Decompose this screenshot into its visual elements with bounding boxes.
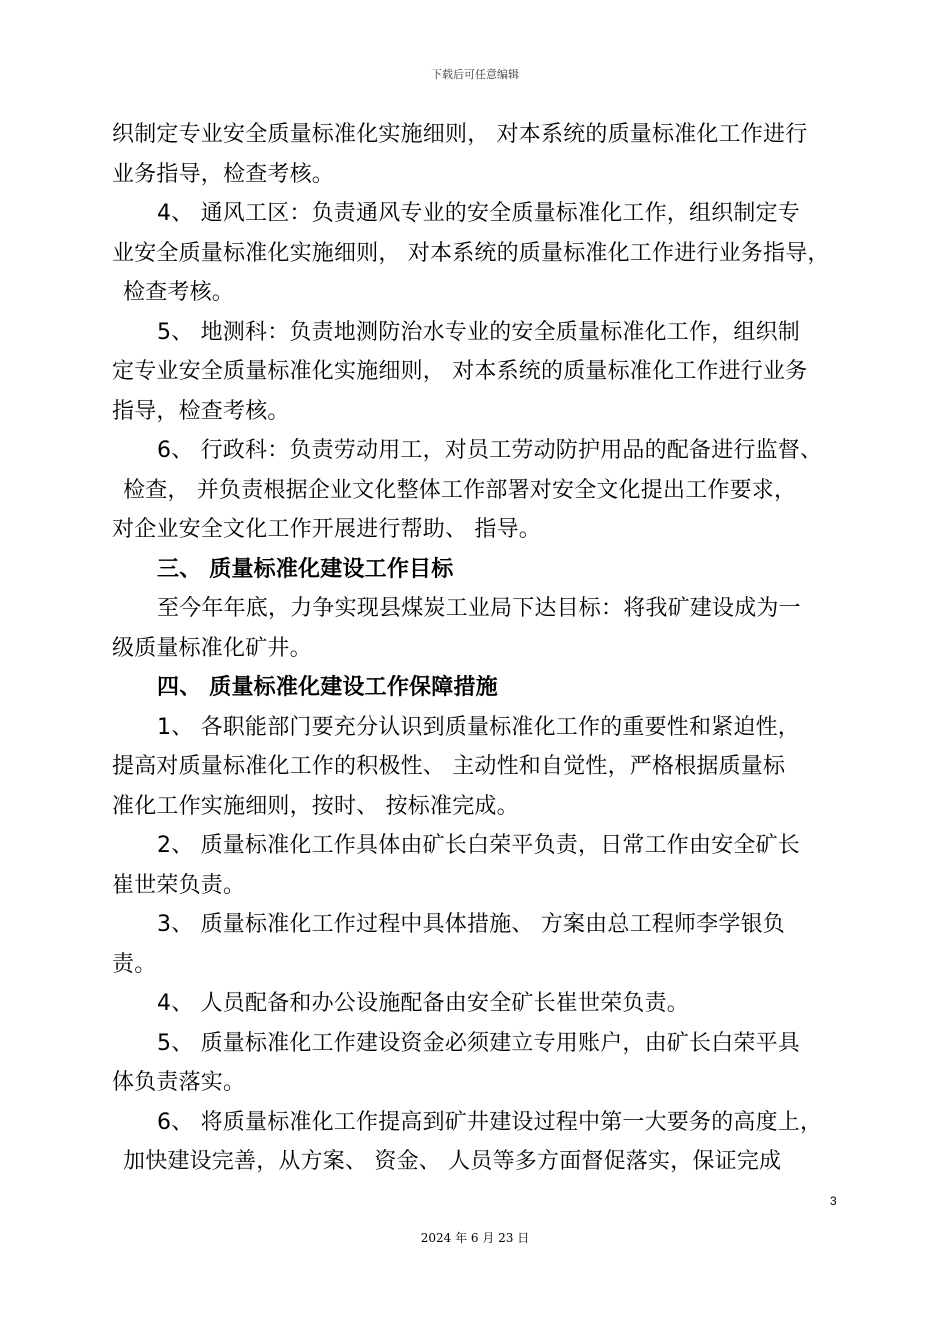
body-line: 检查考核。 [123, 280, 235, 305]
list-item-start: 4、 通风工区：负责通风专业的安全质量标准化工作，组织制定专 [157, 201, 800, 226]
list-item-start: 3、 质量标准化工作过程中具体措施、 方案由总工程师李学银负 [157, 912, 785, 937]
body-line: 级质量标准化矿井。 [112, 635, 312, 661]
list-item-start: 6、 行政科：负责劳动用工，对员工劳动防护用品的配备进行监督、 [157, 438, 823, 463]
list-item-start: 5、 质量标准化工作建设资金必须建立专用账户，由矿长白荣平具 [157, 1030, 800, 1056]
body-line: 指导，检查考核。 [112, 398, 290, 424]
list-item-start: 1、 各职能部门要充分认识到质量标准化工作的重要性和紧迫性， [157, 714, 800, 740]
body-line: 业务指导，检查考核。 [112, 161, 335, 187]
body-line: 准化工作实施细则，按时、 按标准完成。 [112, 793, 519, 819]
body-line: 织制定专业安全质量标准化实施细则， 对本系统的质量标准化工作进行 [112, 122, 808, 147]
page-number: 3 [830, 1194, 837, 1208]
list-item-start: 6、 将质量标准化工作提高到矿井建设过程中第一大要务的高度上， [157, 1109, 823, 1135]
paragraph-start: 至今年年底，力争实现县煤炭工业局下达目标：将我矿建设成为一 [157, 596, 801, 621]
page-header: 下载后可任意编辑 [431, 68, 519, 81]
section-heading: 四、 质量标准化建设工作保障措施 [157, 675, 498, 700]
body-line: 检查， 并负责根据企业文化整体工作部署对安全文化提出工作要求， [123, 477, 797, 503]
list-item-start: 4、 人员配备和办公设施配备由安全矿长崔世荣负责。 [157, 991, 689, 1016]
body-line: 业安全质量标准化实施细则， 对本系统的质量标准化工作进行业务指导， [112, 240, 830, 266]
body-line: 体负责落实。 [112, 1070, 246, 1095]
document-body [112, 115, 846, 1182]
list-item-start: 2、 质量标准化工作具体由矿长白荣平负责，日常工作由安全矿长 [157, 833, 800, 858]
body-line: 崔世荣负责。 [112, 872, 246, 898]
page-footer-date: 2024 年 6 月 23 日 [420, 1231, 530, 1245]
body-line: 提高对质量标准化工作的积极性、 主动性和自觉性，严格根据质量标 [112, 754, 786, 779]
body-line: 定专业安全质量标准化实施细则， 对本系统的质量标准化工作进行业务 [112, 359, 808, 384]
body-line: 加快建设完善，从方案、 资金、 人员等多方面督促落实，保证完成 [123, 1149, 782, 1174]
list-item-start: 5、 地测科：负责地测防治水专业的安全质量标准化工作，组织制 [157, 319, 800, 345]
body-line: 对企业安全文化工作开展进行帮助、 指导。 [112, 517, 541, 542]
body-line: 责。 [112, 951, 157, 977]
section-heading: 三、 质量标准化建设工作目标 [157, 556, 454, 582]
